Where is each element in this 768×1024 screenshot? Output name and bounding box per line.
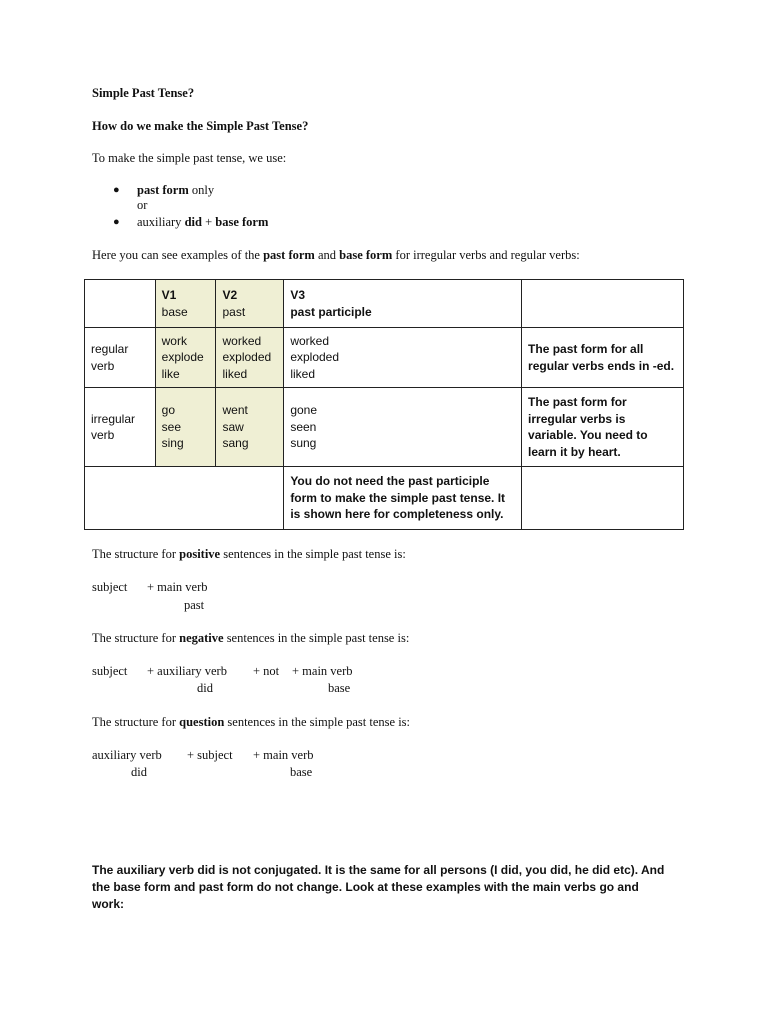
table-header-row — [85, 280, 684, 328]
table-row-note — [85, 467, 684, 530]
examples-text: Here you can see examples of the past form and base form for irregular verbs and regular verbs: — [92, 248, 580, 262]
q-subject: + subject — [187, 748, 233, 762]
intro-text: To make the simple past tense, we use: — [92, 151, 287, 165]
neg-not: + not — [253, 664, 280, 678]
q-main-verb: + main verb — [253, 748, 314, 762]
verb-forms-table — [84, 279, 684, 530]
negative-structure-text: The structure for negative sentences in the simple past tense is: — [92, 631, 410, 645]
bullet-dot: ● — [113, 216, 120, 228]
positive-structure-text: The structure for positive sentences in the simple past tense is: — [92, 547, 406, 561]
empty-cell — [522, 280, 684, 328]
table-row-irregular — [85, 388, 684, 467]
row-label-irregular: irregular verb — [85, 388, 156, 467]
q-base: base — [290, 765, 313, 779]
neg-did: did — [197, 681, 213, 695]
header-v3: V3 past participle — [284, 280, 522, 328]
regular-v2-cell: worked exploded liked — [216, 328, 284, 388]
bullet-past-form: past form only — [137, 183, 215, 197]
bullet-dot: ● — [113, 184, 120, 196]
pos-past: past — [184, 598, 205, 612]
neg-subject: subject — [92, 664, 128, 678]
footer-line-1: The auxiliary verb did is not conjugated. It is the same for all persons (I did, you did, he did etc). And — [92, 863, 665, 877]
footer-line-2: the base form and past form do not change. Look at these examples with the main verbs go and — [92, 880, 639, 894]
q-did: did — [131, 765, 147, 779]
neg-main-verb: + main verb — [292, 664, 353, 678]
bullet-auxiliary: auxiliary did + base form — [137, 215, 269, 229]
neg-base: base — [328, 681, 351, 695]
empty-cell — [85, 467, 284, 530]
empty-cell — [522, 467, 684, 530]
irregular-v2-cell: went saw sang — [216, 388, 284, 467]
row-label-regular: regular verb — [85, 328, 156, 388]
irregular-v3-cell: gone seen sung — [284, 388, 522, 467]
neg-auxiliary: + auxiliary verb — [147, 664, 227, 678]
doc-subtitle: How do we make the Simple Past Tense? — [92, 119, 309, 133]
regular-note-cell: The past form for all regular verbs ends in -ed. — [522, 328, 684, 388]
empty-cell — [85, 280, 156, 328]
table-row-regular — [85, 328, 684, 388]
footer-line-3: work: — [92, 897, 125, 911]
header-v2: V2 past — [216, 280, 284, 328]
question-structure-text: The structure for question sentences in the simple past tense is: — [92, 715, 411, 729]
regular-v1-cell: work explode like — [155, 328, 216, 388]
regular-v3-cell: worked exploded liked — [284, 328, 522, 388]
participle-note-cell: You do not need the past participle form to make the simple past tense. It is shown here for completeness only. — [284, 467, 522, 530]
bullet-or: or — [137, 198, 148, 212]
header-v1: V1 base — [155, 280, 216, 328]
q-auxiliary: auxiliary verb — [92, 748, 162, 762]
doc-title: Simple Past Tense? — [92, 86, 195, 100]
pos-subject: subject — [92, 580, 128, 594]
irregular-note-cell: The past form for irregular verbs is variable. You need to learn it by heart. — [522, 388, 684, 467]
irregular-v1-cell: go see sing — [155, 388, 216, 467]
pos-main-verb: + main verb — [147, 580, 208, 594]
